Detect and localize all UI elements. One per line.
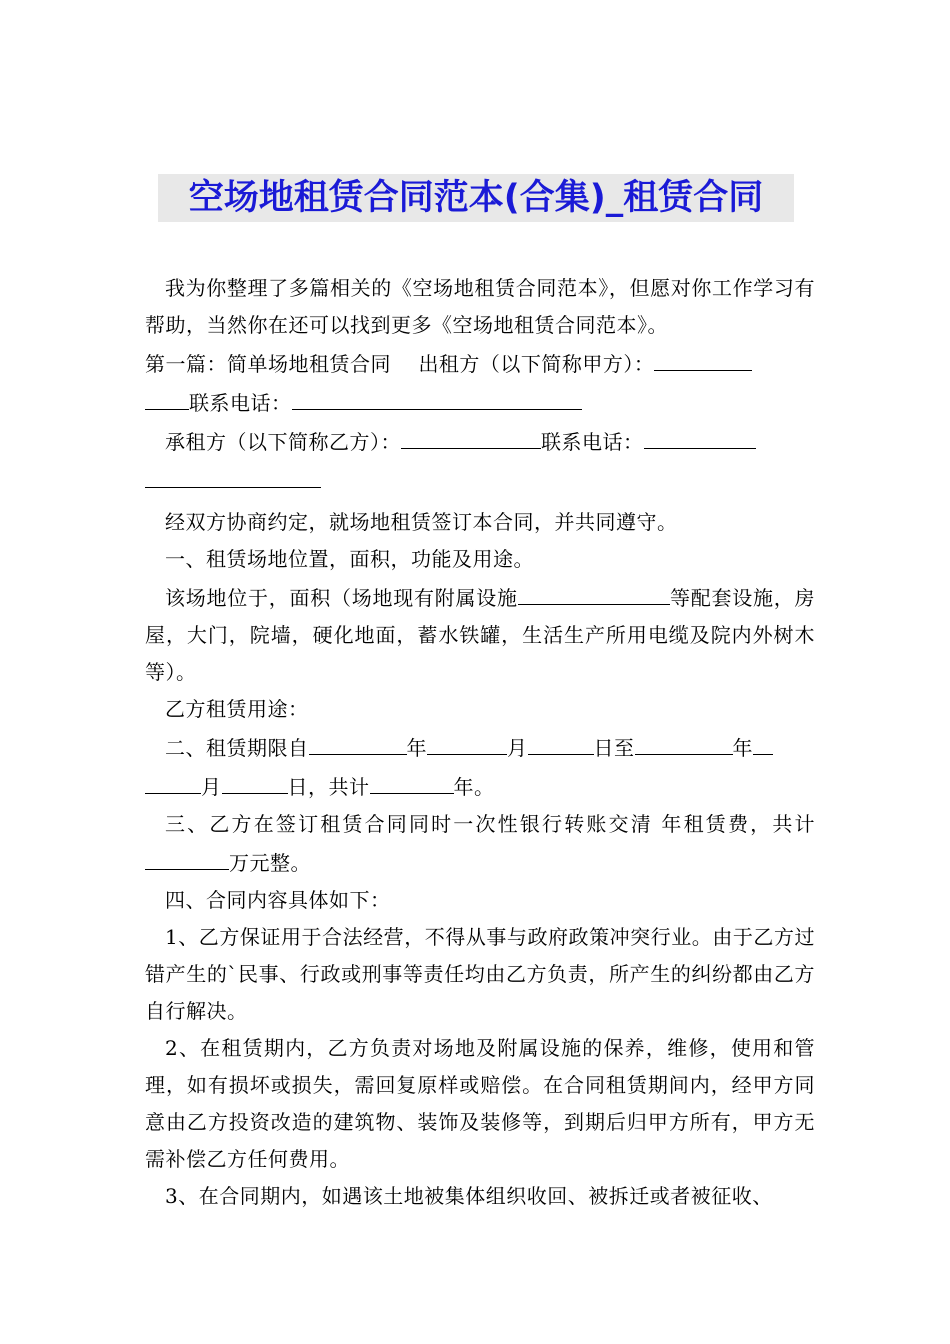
year-label: 年 [406, 736, 427, 760]
use-line [145, 691, 815, 728]
start-year-blank[interactable] [309, 728, 407, 755]
section1-body-a: 该场地位于，面积（场地现有附属设施 [165, 586, 518, 610]
end-year-blank[interactable] [635, 728, 733, 755]
lessee-name-blank[interactable] [401, 422, 541, 449]
section1-title [145, 541, 815, 578]
section4-title [145, 882, 815, 919]
agreement-text: 经双方协商约定，就场地租赁签订本合同，并共同遵守。 [165, 510, 678, 534]
start-day-blank[interactable] [528, 728, 594, 755]
section2-start: 二、租赁期限自 [165, 736, 309, 760]
end-day-blank[interactable] [222, 767, 288, 794]
end-month-blank[interactable] [753, 728, 773, 755]
item2-paragraph [145, 1030, 815, 1178]
item1-text: 1、乙方保证用于合法经营，不得从事与政府政策冲突行业。由于乙方过错产生的`民事、行政或刑事等责任均由乙方负责，所产生的纠纷都由乙方自行解决。 [145, 925, 815, 1023]
part1-heading: 第一篇：简单场地租赁合同 [145, 352, 391, 376]
lessor-phone-label: 联系电话： [189, 391, 292, 415]
month-label: 月 [507, 736, 528, 760]
lessor-phone-blank[interactable] [292, 383, 582, 410]
section3-line [145, 806, 815, 882]
item1-paragraph [145, 919, 815, 1030]
lessee-phone-label: 联系电话： [541, 430, 644, 454]
part1-line [145, 344, 815, 422]
lessor-label: 出租方（以下简称甲方）： [418, 352, 655, 376]
lessor-name-blank[interactable] [654, 344, 752, 371]
section3-end: 万元整。 [229, 851, 311, 875]
section1-body [145, 578, 815, 691]
section1-body-b: 等配套设施，房屋，大门，院墙，硬化地面，蓄水铁罐，生活生产所用电缆及院内外树木等）。 [145, 586, 815, 684]
lessee-phone-blank-cont[interactable] [145, 461, 321, 488]
intro-text: 我为你整理了多篇相关的《空场地租赁合同范本》，但愿对你工作学习有帮助，当然你在还可以找到更多《空场地租赁合同范本》。 [145, 276, 815, 337]
item3-text: 3、在合同期内，如遇该土地被集体组织收回、被拆迁或者被征收、 [165, 1184, 773, 1208]
item3-paragraph [145, 1178, 815, 1215]
lessee-label: 承租方（以下简称乙方）： [165, 430, 401, 454]
total-label: ，共计 [308, 775, 370, 799]
year-end-label: 年。 [453, 775, 495, 799]
section1-title-text: 一、租赁场地位置，面积，功能及用途。 [165, 547, 534, 571]
start-month-blank[interactable] [427, 728, 507, 755]
document-body [145, 270, 815, 1215]
end-year-label: 年 [732, 736, 753, 760]
lessee-phone-blank[interactable] [644, 422, 756, 449]
lessor-name-blank-cont[interactable] [145, 383, 189, 410]
end-month-blank-cont[interactable] [145, 767, 201, 794]
end-month-label: 月 [201, 775, 222, 799]
section2-line [145, 728, 815, 806]
agreement-paragraph [145, 504, 815, 541]
intro-paragraph [145, 270, 815, 344]
facilities-blank[interactable] [518, 578, 670, 605]
end-day-label: 日 [287, 775, 308, 799]
use-label: 乙方租赁用途： [165, 697, 309, 721]
lessee-line [145, 422, 815, 500]
day-to-label: 日至 [593, 736, 635, 760]
section4-title-text: 四、合同内容具体如下： [165, 888, 391, 912]
document-title: 空场地租赁合同范本(合集)_租赁合同 [158, 174, 794, 222]
amount-blank[interactable] [145, 843, 229, 870]
item2-text: 2、在租赁期内，乙方负责对场地及附属设施的保养，维修，使用和管理，如有损坏或损失，需回复原样或赔偿。在合同租赁期间内，经甲方同意由乙方投资改造的建筑物、装饰及装修等，到期后归甲方所有，甲方无需补偿乙方任何费用。 [145, 1036, 815, 1171]
section3-text: 三、乙方在签订租赁合同同时一次性银行转账交清 年租赁费，共计 [165, 812, 815, 836]
total-years-blank[interactable] [370, 767, 454, 794]
